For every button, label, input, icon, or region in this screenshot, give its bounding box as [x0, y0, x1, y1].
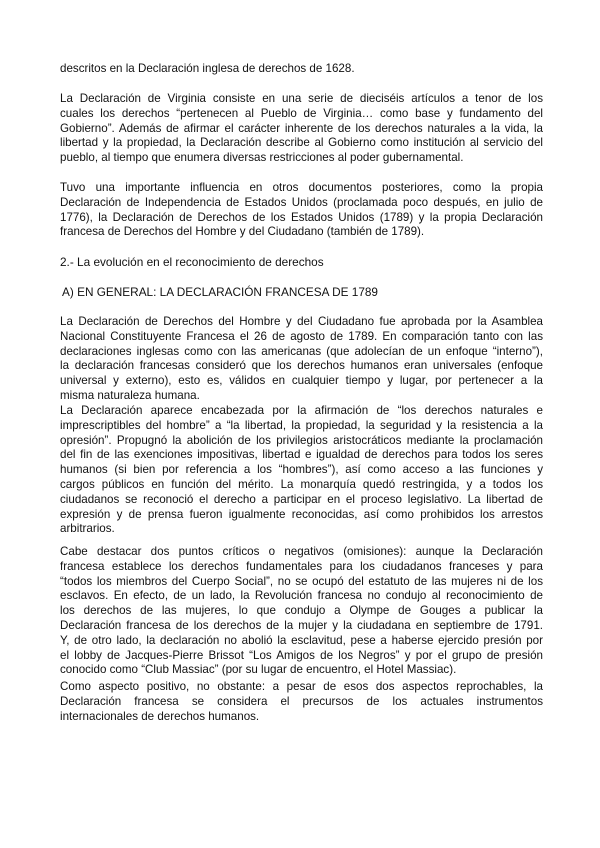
text-line: esclavos. En efecto, de un lado, la Revolución francesa no condujo al reconocimiento de [60, 589, 543, 603]
text-line: Gobierno”. Además de afirmar el carácter inherente de los derechos naturales a la vida, la [60, 121, 543, 135]
text-line: opresión”. Propugnó la abolición de los privilegios aristocráticos mediante la proclamación [60, 433, 543, 447]
text-line: la declaración francesas consideró que los derechos humanos eran universales (enfoque [60, 359, 543, 373]
paragraph-influence [60, 181, 543, 240]
text-line: Como aspecto positivo, no obstante: a pesar de esos dos aspectos reprochables, la [60, 680, 543, 693]
text-line: Y, de otro lado, la declaración no abolió la esclavitud, pese a haberse ejercido presión por [60, 633, 543, 647]
text-line: La Declaración aparece encabezada por la afirmación de “los derechos naturales e [60, 404, 543, 417]
text-line: Nacional Constituyente Francesa el 26 de agosto de 1789. En comparación tanto con las [60, 329, 543, 343]
text-line: expresión y de prensa fueron igualmente reconocidas, así como prohibidos los arrestos [60, 507, 543, 521]
section-heading: 2.- La evolución en el reconocimiento de derechos [60, 255, 324, 269]
paragraph-positive [60, 680, 543, 724]
text-line: arbitrarios. [60, 522, 115, 536]
text-line: los derechos de las mujeres, lo que condujo a Olympe de Gouges a publicar la [60, 604, 543, 618]
paragraph-virginia [60, 92, 543, 166]
text-line: Declaración francesa se considera el precursos de los actuales instrumentos [60, 694, 543, 708]
text-line: 1776), la Declaración de Derechos de los Estados Unidos (1789) y la propia Declaración [60, 210, 543, 224]
text-line: Declaración francesa de los derechos de la mujer y la ciudadana en septiembre de 1791. [60, 618, 543, 632]
text-line: cuales los derechos “pertenecen al Pueblo de Virginia… como base y fundamento del [60, 106, 543, 120]
paragraph-critical [60, 545, 543, 678]
subsection-heading: A) EN GENERAL: LA DECLARACIÓN FRANCESA DE 1789 [62, 285, 378, 299]
paragraph-top [60, 62, 543, 77]
text-line: Declaración de Independencia de Estados Unidos (proclamada poco después, en julio de [60, 195, 543, 209]
text-line: internacionales de derechos humanos. [60, 709, 260, 723]
text-line: humanos (si bien por referencia a los “hombres”), así como acceso a las funciones y [60, 463, 543, 477]
text-line: cargos públicos en función del mérito. La monarquía quedó restringida, y a todos los [60, 477, 543, 491]
text-line: francesa de Derechos del Hombre y del Ciudadano (también de 1789). [60, 225, 425, 239]
text-line: descritos en la Declaración inglesa de derechos de 1628. [60, 62, 355, 75]
paragraph-rights [60, 404, 543, 537]
text-line: declaraciones inglesas como con las americanas (que adolecían de un enfoque “interno”), [60, 344, 543, 358]
text-line: La Declaración de Virginia consiste en una serie de dieciséis artículos a tenor de los [60, 92, 543, 105]
text-line: “todos los miembros del Cuerpo Social”, no se ocupó del estatuto de las mujeres ni de los [60, 574, 543, 588]
text-line: conocido como “Club Massiac” (por su lugar de encuentro, el Hotel Massiac). [60, 663, 457, 677]
text-line: misma naturaleza humana. [60, 388, 200, 402]
paragraph-approval [60, 315, 543, 404]
text-line: pueblo, al tiempo que enumera diversas restricciones al poder gubernamental. [60, 151, 464, 165]
text-line: del fin de las exenciones impositivas, libertad e igualdad de derechos para todos los seres [60, 448, 543, 462]
text-line: universal y externo), esto es, válidos en cualquier tiempo y lugar, por pertenecer a la [60, 374, 543, 388]
text-line: ciudadanos se reconoció el derecho a participar en el proceso legislativo. La libertad de [60, 492, 543, 506]
text-line: el lobby de Jacques-Pierre Brissot “Los Amigos de los Negros” y por el grupo de presión [60, 648, 543, 662]
text-line: La Declaración de Derechos del Hombre y del Ciudadano fue aprobada por la Asamblea [60, 315, 543, 328]
text-line: francesa establece los derechos fundamentales para los ciudadanos franceses y para [60, 559, 543, 573]
text-line: libertad y la propiedad, la Declaración describe al Gobierno como institución al servicio del [60, 136, 543, 150]
text-line: Cabe destacar dos puntos críticos o negativos (omisiones): aunque la Declaración [60, 545, 543, 558]
text-line: Tuvo una importante influencia en otros documentos posteriores, como la propia [60, 181, 543, 194]
text-line: imprescriptibles del hombre” a “la libertad, la propiedad, la seguridad y la resistencia a la [60, 418, 543, 432]
